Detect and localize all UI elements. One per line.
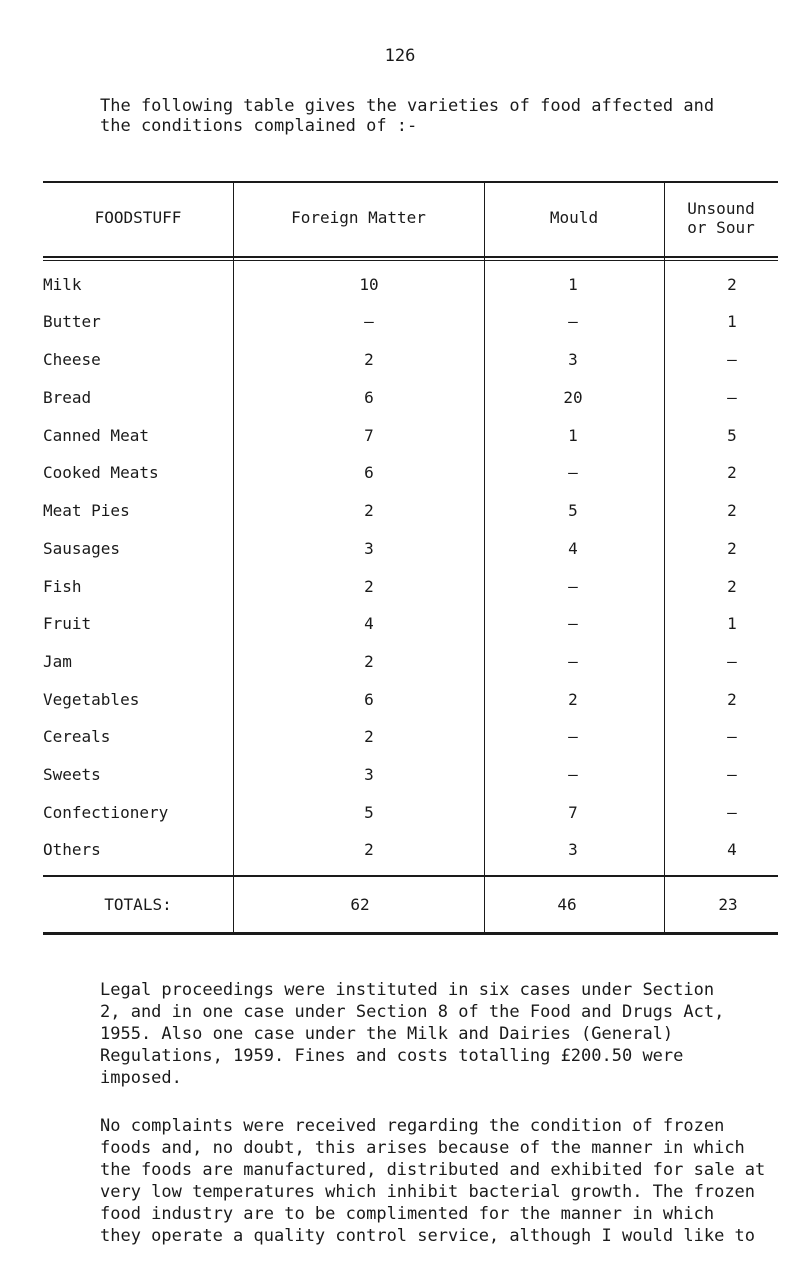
row-foodstuff: Fruit: [43, 614, 92, 633]
row-foreign-matter: 2: [364, 652, 374, 671]
page-number: 126: [384, 46, 416, 66]
header-mould: Mould: [549, 208, 599, 227]
row-foodstuff: Milk: [43, 275, 82, 294]
paragraph-line: 2, and in one case under Section 8 of the Food and Drugs Act,: [100, 1002, 725, 1022]
totals-mould: 46: [557, 895, 577, 914]
row-unsound: 2: [727, 577, 737, 596]
body-bottom-rule: [43, 875, 778, 877]
intro-paragraph: [100, 96, 780, 136]
row-mould: –: [568, 614, 578, 633]
row-unsound: 2: [727, 463, 737, 482]
row-foreign-matter: –: [364, 312, 374, 331]
header-foreign-matter: Foreign Matter: [291, 208, 426, 227]
row-mould: –: [568, 765, 578, 784]
paragraph-line: imposed.: [100, 1068, 182, 1088]
row-foreign-matter: 10: [359, 275, 379, 294]
intro-line: The following table gives the varieties of food affected and: [100, 96, 715, 116]
row-mould: –: [568, 312, 578, 331]
row-mould: 5: [568, 501, 578, 520]
row-foodstuff: Fish: [43, 577, 82, 596]
totals-foreign-matter: 62: [350, 895, 370, 914]
table-top-rule: [43, 181, 778, 183]
table-bottom-rule: [43, 932, 778, 935]
row-mould: 7: [568, 803, 578, 822]
paragraph-line: the foods are manufactured, distributed and exhibited for sale at: [100, 1160, 766, 1180]
row-unsound: 1: [727, 312, 737, 331]
row-mould: 20: [563, 388, 583, 407]
row-unsound: 4: [727, 840, 737, 859]
row-mould: 1: [568, 426, 578, 445]
totals-unsound: 23: [718, 895, 738, 914]
header-bottom-rule: [43, 256, 778, 258]
row-foreign-matter: 2: [364, 577, 374, 596]
row-foodstuff: Vegetables: [43, 690, 140, 709]
row-unsound: –: [727, 350, 737, 369]
paragraph-line: Legal proceedings were instituted in six cases under Section: [100, 980, 715, 1000]
row-foreign-matter: 3: [364, 765, 374, 784]
row-foreign-matter: 6: [364, 463, 374, 482]
row-unsound: 2: [727, 690, 737, 709]
row-foreign-matter: 4: [364, 614, 374, 633]
row-unsound: 2: [727, 275, 737, 294]
row-foodstuff: Jam: [43, 652, 72, 671]
column-divider-2: [484, 181, 485, 935]
header-bottom-rule-2: [43, 260, 778, 261]
row-foodstuff: Sausages: [43, 539, 121, 558]
row-unsound: 1: [727, 614, 737, 633]
row-mould: 2: [568, 690, 578, 709]
row-foodstuff: Bread: [43, 388, 92, 407]
intro-line: the conditions complained of :-: [100, 116, 418, 136]
header-unsound-line1: Unsound: [687, 199, 755, 218]
row-foodstuff: Cereals: [43, 727, 111, 746]
row-unsound: 2: [727, 539, 737, 558]
row-mould: 3: [568, 840, 578, 859]
paragraph-line: they operate a quality control service, although I would like to: [100, 1226, 756, 1246]
paragraph-line: very low temperatures which inhibit bacterial growth. The frozen: [100, 1182, 756, 1202]
row-foreign-matter: 6: [364, 388, 374, 407]
row-unsound: 2: [727, 501, 737, 520]
row-foodstuff: Cheese: [43, 350, 101, 369]
paragraph-line: foods and, no doubt, this arises because of the manner in which: [100, 1138, 745, 1158]
row-mould: –: [568, 577, 578, 596]
row-foodstuff: Butter: [43, 312, 101, 331]
row-foodstuff: Meat Pies: [43, 501, 130, 520]
row-foreign-matter: 2: [364, 840, 374, 859]
paragraph-line: 1955. Also one case under the Milk and Dairies (General): [100, 1024, 674, 1044]
header-unsound-line2: or Sour: [687, 218, 755, 237]
row-unsound: –: [727, 765, 737, 784]
row-mould: 3: [568, 350, 578, 369]
header-foodstuff: FOODSTUFF: [94, 208, 182, 227]
row-foreign-matter: 2: [364, 501, 374, 520]
row-mould: –: [568, 727, 578, 746]
row-mould: –: [568, 463, 578, 482]
column-divider-3: [664, 181, 665, 935]
legal-proceedings-paragraph: [100, 979, 780, 1089]
row-mould: 4: [568, 539, 578, 558]
complaints-table: [43, 181, 778, 935]
row-unsound: 5: [727, 426, 737, 445]
row-foreign-matter: 5: [364, 803, 374, 822]
row-mould: –: [568, 652, 578, 671]
row-foodstuff: Others: [43, 840, 101, 859]
paragraph-line: No complaints were received regarding the condition of frozen: [100, 1116, 725, 1136]
paragraph-line: food industry are to be complimented for the manner in which: [100, 1204, 715, 1224]
row-unsound: –: [727, 727, 737, 746]
row-unsound: –: [727, 652, 737, 671]
row-mould: 1: [568, 275, 578, 294]
frozen-foods-paragraph: [100, 1115, 780, 1247]
paragraph-line: Regulations, 1959. Fines and costs totalling £200.50 were: [100, 1046, 684, 1066]
totals-label: TOTALS:: [104, 895, 172, 914]
row-foodstuff: Confectionery: [43, 803, 169, 822]
row-foreign-matter: 3: [364, 539, 374, 558]
row-foodstuff: Canned Meat: [43, 426, 149, 445]
row-foodstuff: Sweets: [43, 765, 101, 784]
row-foreign-matter: 6: [364, 690, 374, 709]
row-unsound: –: [727, 803, 737, 822]
row-foreign-matter: 7: [364, 426, 374, 445]
row-foreign-matter: 2: [364, 350, 374, 369]
row-unsound: –: [727, 388, 737, 407]
row-foodstuff: Cooked Meats: [43, 463, 159, 482]
row-foreign-matter: 2: [364, 727, 374, 746]
column-divider-1: [233, 181, 234, 935]
